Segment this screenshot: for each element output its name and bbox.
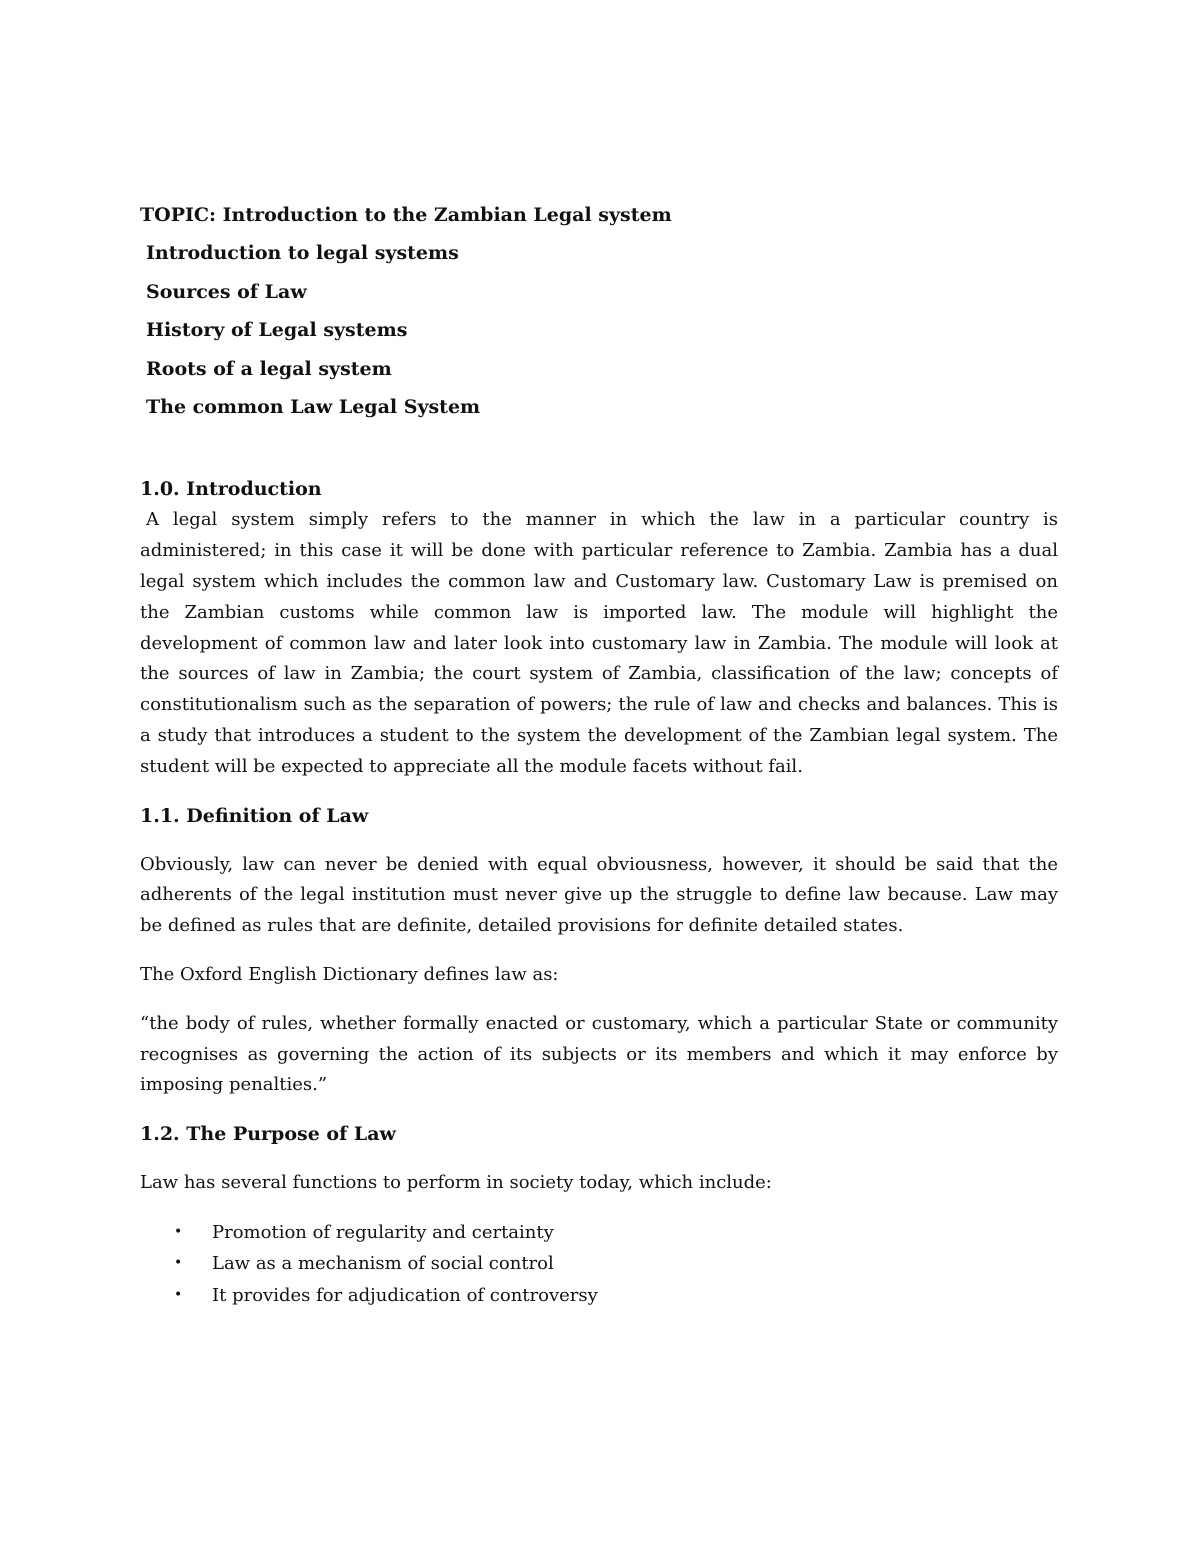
list-item: [140, 1248, 1058, 1280]
purpose-intro-text: Law has several functions to perform in society today, which include:: [140, 1172, 772, 1194]
bullet-icon: •: [174, 1286, 183, 1303]
topic-list: [140, 196, 1058, 426]
topic-title: TOPIC: Introduction to the Zambian Legal system: [140, 204, 672, 226]
topic-item: History of Legal systems: [146, 319, 408, 342]
list-item-text: Law as a mechanism of social control: [212, 1253, 554, 1275]
list-item-text: Promotion of regularity and certainty: [212, 1221, 554, 1243]
section-heading-definition: 1.1. Definition of Law: [140, 804, 369, 827]
topic-item: Introduction to legal systems: [146, 242, 459, 265]
introduction-paragraph: A legal system simply refers to the manner in which the law in a particular country is administered; in this case it will be done with particular reference to Zambia. Zambia has a dual legal system which includes the common law and Customary law. Customary Law is premised on the Zambian customs while common law is imported law. The module will highlight the development of common law and later look into customary law in Zambia. The module will look at the sources of law in Zambia; the court system of Zambia, classification of the law; concepts of constitutionalism such as the separation of powers; the rule of law and checks and balances. This is a study that introduces a student to the system the development of the Zambian legal system. The student will be expected to appreciate all the module facets without fail.: [140, 509, 1058, 777]
oxford-intro-text: The Oxford English Dictionary defines law as:: [140, 964, 559, 985]
section-heading-introduction: 1.0. Introduction: [140, 478, 322, 501]
definition-paragraph: Obviously, law can never be denied with equal obviousness, however, it should be said that the adherents of the legal institution must never give up the struggle to define law because. Law may be defined as rules that are definite, detailed provisions for definite detailed states.: [140, 853, 1058, 937]
bullet-icon: •: [174, 1223, 183, 1240]
list-item: [140, 1280, 1058, 1312]
topic-item: Roots of a legal system: [146, 357, 392, 380]
document-page: [140, 196, 1058, 1311]
list-item: [140, 1217, 1058, 1249]
topic-item: The common Law Legal System: [146, 396, 481, 419]
bullet-icon: •: [174, 1255, 183, 1272]
oxford-quote: “the body of rules, whether formally enacted or customary, which a particular State or community recognises as governing the action of its subjects or its members and which it may enforce by imposing penalties.”: [140, 1012, 1058, 1096]
purpose-bullet-list: [140, 1217, 1058, 1312]
topic-item: Sources of Law: [146, 280, 307, 303]
list-item-text: It provides for adjudication of controversy: [212, 1284, 598, 1306]
section-heading-purpose: 1.2. The Purpose of Law: [140, 1123, 396, 1146]
